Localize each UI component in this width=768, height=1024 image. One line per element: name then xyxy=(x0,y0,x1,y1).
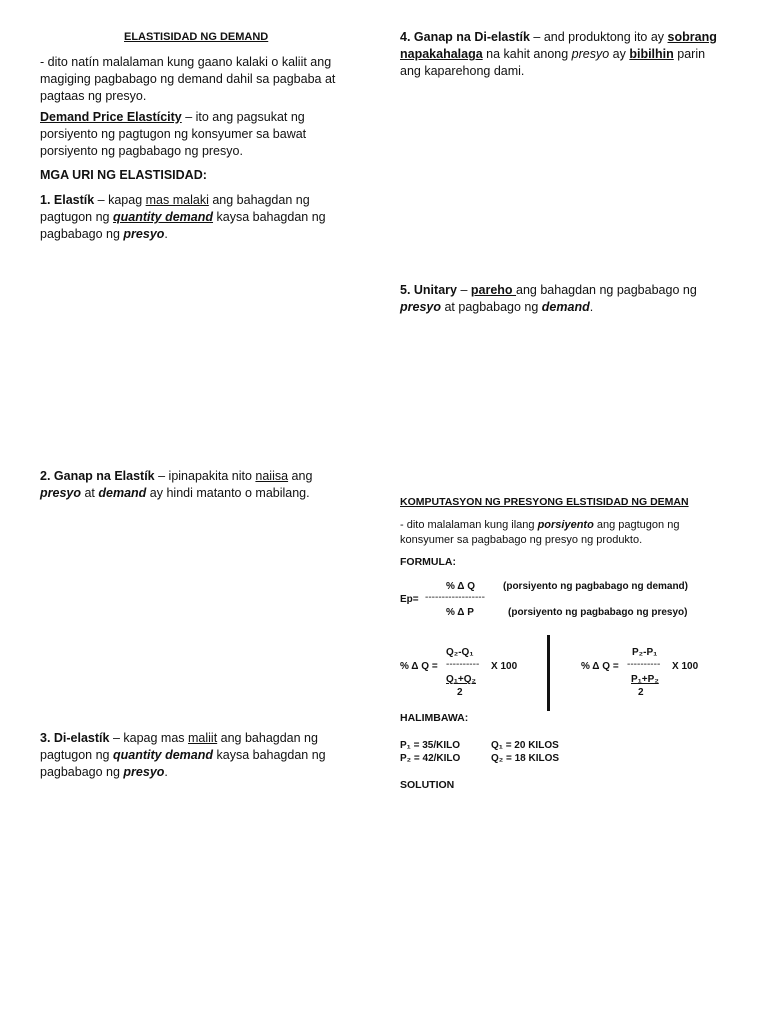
q-formula-numerator: Q₂-Q₁ xyxy=(446,647,474,658)
p-formula-times: X 100 xyxy=(672,661,699,672)
example-q2: Q₂ = 18 KILOS xyxy=(491,753,560,764)
p-formula-denominator: P₁+P₂ xyxy=(631,674,659,685)
computation-description: - dito malalaman kung ilang porsiyento ang pagtugon ng konsyumer sa pagbabago ng presyo ng produkto. xyxy=(400,519,680,546)
p-formula-two: 2 xyxy=(638,687,644,698)
solution-label: SOLUTION xyxy=(400,779,455,791)
intro-paragraph: - dito natín malalaman kung gaano kalaki o kaliit ang magiging pagbabago ng demand dahil sa pagbaba at pagtaas ng presyo. xyxy=(40,55,336,103)
type-5-unitary: 5. Unitary – pareho ang bahagdan ng pagbabago ng presyo at pagbabago ng demand. xyxy=(400,283,697,314)
q-formula-two: 2 xyxy=(457,687,463,698)
example-p1: P₁ = 35/KILO xyxy=(400,740,460,751)
demand-price-elasticity-definition: Demand Price Elastícity – ito ang pagsukat ng porsiyento ng pagtugon ng konsyumer sa bawat porsiyento ng pagbabago ng presyo. xyxy=(40,110,307,158)
computation-title: KOMPUTASYON NG PRESYONG ELSTISIDAD NG DEMAN xyxy=(400,496,689,508)
types-heading: MGA URI NG ELASTISIDAD: xyxy=(40,168,207,182)
column-divider xyxy=(547,635,550,711)
type-1-elastic: 1. Elastík – kapag mas malaki ang bahagdan ng pagtugon ng quantity demand kaysa bahagdan ng pagbabago ng presyo. xyxy=(40,193,326,241)
type-4-perfectly-inelastic: 4. Ganap na Di-elastík – and produktong ito ay sobrang napakahalaga na kahit anong presyo ay bibilhin parin ang kaparehong dami. xyxy=(400,30,717,78)
example-p2: P₂ = 42/KILO xyxy=(400,753,461,764)
p-formula-fraction-line: ---------- xyxy=(627,659,661,670)
type-2-perfectly-elastic: 2. Ganap na Elastík – ipinapakita nito naiisa ang presyo at demand ay hindi matanto o mabilang. xyxy=(40,469,313,500)
document-title: ELASTISIDAD NG DEMAND xyxy=(124,31,269,43)
q-formula-lhs: % Δ Q = xyxy=(400,661,438,672)
type-3-inelastic: 3. Di-elastík – kapag mas maliit ang bahagdan ng pagtugon ng quantity demand kaysa bahagdan ng pagbabago ng presyo. xyxy=(40,731,326,779)
q-formula-denominator: Q₁+Q₂ xyxy=(446,674,476,685)
example-label: HALIMBAWA: xyxy=(400,712,469,724)
p-formula-lhs: % Δ Q = xyxy=(581,661,619,672)
formula-numerator: % Δ Q xyxy=(446,581,476,592)
example-q1: Q₁ = 20 KILOS xyxy=(491,740,559,751)
formula-denominator: % Δ P xyxy=(446,607,474,618)
q-formula-times: X 100 xyxy=(491,661,518,672)
formula-ep-label: Ep= xyxy=(400,594,419,605)
q-formula-fraction-line: ---------- xyxy=(446,659,480,670)
formula-numerator-note: (porsiyento ng pagbabago ng demand) xyxy=(503,581,688,592)
formula-fraction-line: ------------------ xyxy=(425,592,485,603)
formula-label: FORMULA: xyxy=(400,556,456,568)
formula-denominator-note: (porsiyento ng pagbabago ng presyo) xyxy=(508,607,688,618)
p-formula-numerator: P₂-P₁ xyxy=(632,647,658,658)
